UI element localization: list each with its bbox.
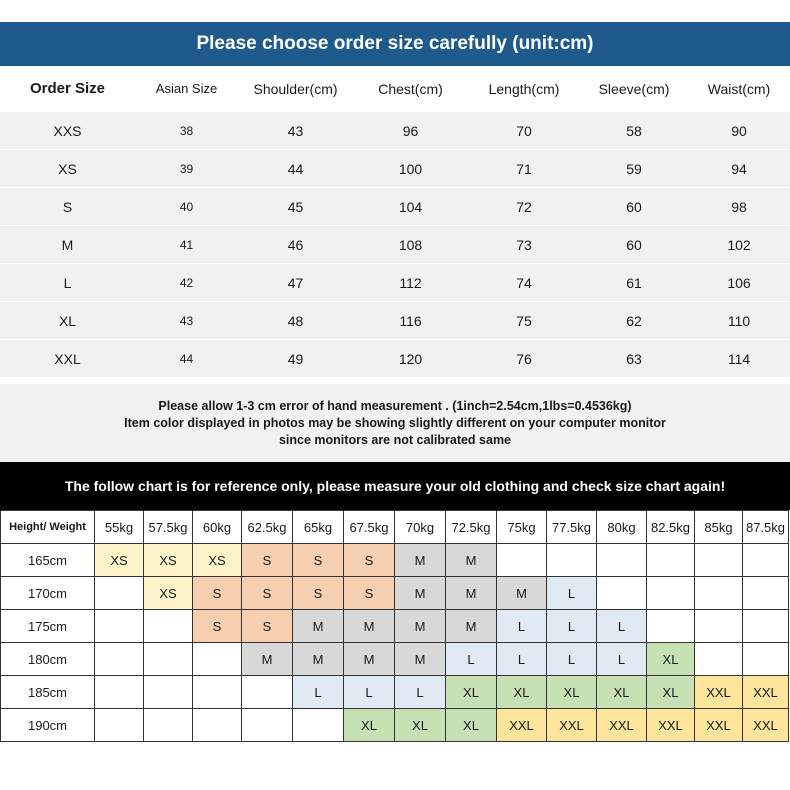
size-recommendation-cell: M	[344, 610, 395, 643]
size-row	[0, 264, 790, 302]
size-cell: 70	[468, 112, 580, 150]
size-recommendation-cell: XXL	[647, 709, 695, 742]
size-recommendation-cell	[95, 643, 144, 676]
size-table-header	[0, 66, 790, 112]
size-recommendation-cell: L	[395, 676, 446, 709]
size-cell: 72	[468, 188, 580, 226]
size-recommendation-cell: M	[395, 577, 446, 610]
size-cell: XS	[0, 150, 135, 188]
size-row	[0, 112, 790, 150]
size-cell: L	[0, 264, 135, 302]
size-recommendation-cell	[144, 610, 193, 643]
hw-row	[1, 709, 789, 742]
hw-corner-label: Height/ Weight	[1, 511, 95, 544]
size-recommendation-cell	[743, 643, 789, 676]
hw-row	[1, 610, 789, 643]
size-recommendation-cell	[95, 577, 144, 610]
hw-row	[1, 544, 789, 577]
size-recommendation-cell: XXL	[743, 709, 789, 742]
size-recommendation-cell: L	[446, 643, 497, 676]
size-cell: 110	[688, 302, 790, 340]
size-recommendation-cell: S	[193, 610, 242, 643]
size-cell: 90	[688, 112, 790, 150]
size-recommendation-cell: M	[395, 610, 446, 643]
size-recommendation-cell: XXL	[695, 709, 743, 742]
size-recommendation-cell: M	[446, 577, 497, 610]
size-cell: 71	[468, 150, 580, 188]
size-cell: 94	[688, 150, 790, 188]
size-recommendation-cell: M	[446, 610, 497, 643]
size-cell: XXL	[0, 340, 135, 378]
size-recommendation-cell	[647, 610, 695, 643]
hw-row	[1, 577, 789, 610]
size-header-cell: Waist(cm)	[688, 66, 790, 112]
size-recommendation-cell	[193, 709, 242, 742]
size-cell: 114	[688, 340, 790, 378]
size-recommendation-cell	[242, 676, 293, 709]
size-recommendation-cell: XL	[446, 709, 497, 742]
size-recommendation-cell	[695, 643, 743, 676]
size-recommendation-cell: S	[242, 544, 293, 577]
size-row	[0, 302, 790, 340]
size-cell: 61	[580, 264, 688, 302]
size-recommendation-cell: S	[242, 577, 293, 610]
size-cell: 60	[580, 188, 688, 226]
size-cell: 120	[353, 340, 468, 378]
size-cell: 75	[468, 302, 580, 340]
size-recommendation-cell: M	[293, 643, 344, 676]
size-cell: 59	[580, 150, 688, 188]
weight-header-cell: 70kg	[395, 511, 446, 544]
height-weight-table	[0, 510, 789, 742]
size-recommendation-cell: XS	[144, 577, 193, 610]
size-recommendation-cell: L	[497, 610, 547, 643]
weight-header-cell: 77.5kg	[547, 511, 597, 544]
size-cell: 63	[580, 340, 688, 378]
height-label: 180cm	[1, 643, 95, 676]
size-recommendation-cell: XL	[344, 709, 395, 742]
size-recommendation-cell	[144, 676, 193, 709]
size-recommendation-cell: L	[597, 610, 647, 643]
weight-header-cell: 72.5kg	[446, 511, 497, 544]
size-recommendation-cell	[293, 709, 344, 742]
size-recommendation-cell: M	[242, 643, 293, 676]
measurement-note	[0, 384, 790, 462]
size-cell: 38	[135, 112, 238, 150]
size-cell: 60	[580, 226, 688, 264]
note-line-3: since monitors are not calibrated same	[278, 432, 512, 447]
size-recommendation-cell: L	[547, 577, 597, 610]
size-recommendation-cell	[193, 643, 242, 676]
height-weight-header	[1, 511, 789, 544]
size-header-cell: Sleeve(cm)	[580, 66, 688, 112]
weight-header-cell: 80kg	[597, 511, 647, 544]
size-header-cell: Shoulder(cm)	[238, 66, 353, 112]
size-cell: 46	[238, 226, 353, 264]
weight-header-cell: 60kg	[193, 511, 242, 544]
weight-header-cell: 62.5kg	[242, 511, 293, 544]
size-cell: 41	[135, 226, 238, 264]
size-recommendation-cell	[597, 544, 647, 577]
size-recommendation-cell: S	[344, 577, 395, 610]
size-cell: 96	[353, 112, 468, 150]
weight-header-cell: 85kg	[695, 511, 743, 544]
size-cell: 58	[580, 112, 688, 150]
size-recommendation-cell	[95, 610, 144, 643]
size-chart-title: Please choose order size carefully (unit:cm)	[0, 22, 790, 66]
size-recommendation-cell: L	[547, 643, 597, 676]
size-recommendation-cell	[695, 544, 743, 577]
size-recommendation-cell: XXL	[743, 676, 789, 709]
height-label: 175cm	[1, 610, 95, 643]
size-recommendation-cell: XXL	[695, 676, 743, 709]
weight-header-cell: 75kg	[497, 511, 547, 544]
size-cell: 76	[468, 340, 580, 378]
size-recommendation-cell	[144, 643, 193, 676]
size-recommendation-cell	[144, 709, 193, 742]
size-recommendation-cell	[695, 577, 743, 610]
size-cell: 43	[238, 112, 353, 150]
size-cell: XXS	[0, 112, 135, 150]
size-row	[0, 188, 790, 226]
size-recommendation-cell: M	[293, 610, 344, 643]
size-cell: M	[0, 226, 135, 264]
size-recommendation-cell: S	[344, 544, 395, 577]
size-recommendation-cell	[193, 676, 242, 709]
size-recommendation-cell: M	[395, 544, 446, 577]
size-recommendation-cell: XL	[547, 676, 597, 709]
size-recommendation-cell	[597, 577, 647, 610]
size-cell: S	[0, 188, 135, 226]
weight-header-cell: 65kg	[293, 511, 344, 544]
height-label: 170cm	[1, 577, 95, 610]
size-recommendation-cell	[743, 544, 789, 577]
size-recommendation-cell	[95, 709, 144, 742]
size-cell: 43	[135, 302, 238, 340]
size-recommendation-cell: XS	[95, 544, 144, 577]
size-recommendation-cell: L	[547, 610, 597, 643]
size-recommendation-cell: XL	[497, 676, 547, 709]
size-recommendation-cell: S	[293, 544, 344, 577]
weight-header-cell: 67.5kg	[344, 511, 395, 544]
size-cell: 48	[238, 302, 353, 340]
size-recommendation-cell: XXL	[597, 709, 647, 742]
size-recommendation-cell	[743, 577, 789, 610]
size-recommendation-cell: L	[497, 643, 547, 676]
size-recommendation-cell: XL	[446, 676, 497, 709]
size-recommendation-cell: S	[293, 577, 344, 610]
size-recommendation-cell: XXL	[497, 709, 547, 742]
note-line-2: Item color displayed in photos may be showing slightly different on your computer monitor	[124, 415, 666, 430]
size-recommendation-cell: M	[395, 643, 446, 676]
size-recommendation-cell: XS	[144, 544, 193, 577]
size-cell: 62	[580, 302, 688, 340]
weight-header-cell: 82.5kg	[647, 511, 695, 544]
size-recommendation-cell	[647, 544, 695, 577]
size-cell: 44	[135, 340, 238, 378]
size-cell: 104	[353, 188, 468, 226]
size-cell: 100	[353, 150, 468, 188]
size-cell: XL	[0, 302, 135, 340]
size-recommendation-cell: XS	[193, 544, 242, 577]
size-recommendation-cell: S	[193, 577, 242, 610]
size-header-cell: Asian Size	[135, 66, 238, 112]
size-recommendation-cell: L	[293, 676, 344, 709]
size-cell: 112	[353, 264, 468, 302]
size-recommendation-cell: XL	[647, 643, 695, 676]
size-recommendation-cell: XXL	[547, 709, 597, 742]
size-row	[0, 150, 790, 188]
size-recommendation-cell	[743, 610, 789, 643]
size-cell: 44	[238, 150, 353, 188]
hw-row	[1, 643, 789, 676]
size-row	[0, 340, 790, 378]
size-header-cell: Order Size	[0, 66, 135, 112]
size-recommendation-cell: M	[344, 643, 395, 676]
size-cell: 49	[238, 340, 353, 378]
height-label: 190cm	[1, 709, 95, 742]
size-cell: 42	[135, 264, 238, 302]
size-recommendation-cell	[695, 610, 743, 643]
note-line-1: Please allow 1-3 cm error of hand measurement . (1inch=2.54cm,1lbs=0.4536kg)	[158, 398, 632, 413]
hw-row	[1, 676, 789, 709]
size-table	[0, 66, 790, 377]
size-recommendation-cell: XL	[395, 709, 446, 742]
size-recommendation-cell	[497, 544, 547, 577]
size-row	[0, 226, 790, 264]
height-label: 165cm	[1, 544, 95, 577]
reference-chart-title: The follow chart is for reference only, please measure your old clothing and check size chart again!	[0, 462, 790, 510]
size-recommendation-cell: S	[242, 610, 293, 643]
size-cell: 106	[688, 264, 790, 302]
size-cell: 102	[688, 226, 790, 264]
size-cell: 74	[468, 264, 580, 302]
size-cell: 47	[238, 264, 353, 302]
weight-header-cell: 57.5kg	[144, 511, 193, 544]
size-header-cell: Length(cm)	[468, 66, 580, 112]
size-cell: 98	[688, 188, 790, 226]
size-recommendation-cell: XL	[647, 676, 695, 709]
weight-header-cell: 87.5kg	[743, 511, 789, 544]
size-cell: 73	[468, 226, 580, 264]
size-recommendation-cell: M	[497, 577, 547, 610]
size-cell: 108	[353, 226, 468, 264]
size-cell: 45	[238, 188, 353, 226]
size-recommendation-cell: XL	[597, 676, 647, 709]
size-recommendation-cell	[95, 676, 144, 709]
size-cell: 116	[353, 302, 468, 340]
size-recommendation-cell: L	[597, 643, 647, 676]
height-label: 185cm	[1, 676, 95, 709]
size-recommendation-cell: M	[446, 544, 497, 577]
size-recommendation-cell: L	[344, 676, 395, 709]
size-cell: 39	[135, 150, 238, 188]
weight-header-cell: 55kg	[95, 511, 144, 544]
size-cell: 40	[135, 188, 238, 226]
size-recommendation-cell	[547, 544, 597, 577]
size-recommendation-cell	[647, 577, 695, 610]
size-recommendation-cell	[242, 709, 293, 742]
size-header-cell: Chest(cm)	[353, 66, 468, 112]
